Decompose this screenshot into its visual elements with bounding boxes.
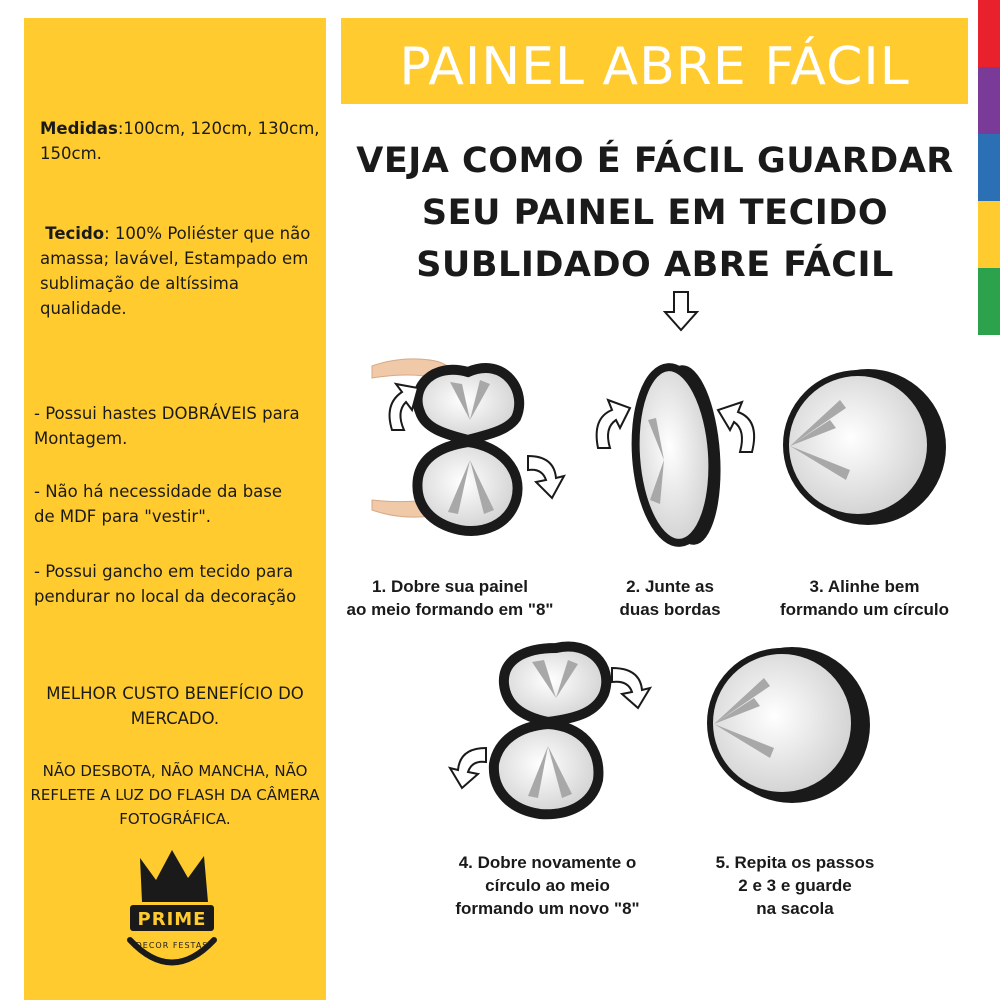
step-3-line-2: formando um círculo bbox=[779, 600, 950, 619]
tecido-value: : 100% Poliéster que não amassa; lavável, Estampado em sublimação de altíssima qualidade. bbox=[40, 224, 311, 318]
headline bbox=[330, 135, 980, 291]
banner-title: PAINEL ABRE FÁCIL bbox=[399, 37, 910, 97]
tecido-label: Tecido bbox=[45, 224, 105, 243]
curved-arrow-icon bbox=[612, 668, 650, 708]
curved-arrow-icon bbox=[718, 402, 754, 452]
step-5-label bbox=[695, 851, 895, 920]
step-4-line-3: formando um novo "8" bbox=[455, 899, 640, 918]
step-2-line-2: duas bordas bbox=[619, 600, 721, 619]
step-2-illustration bbox=[597, 363, 755, 547]
color-block-green bbox=[978, 268, 1000, 335]
headline-line-2: SEU PAINEL EM TECIDO bbox=[421, 193, 889, 233]
curved-arrow-icon bbox=[390, 384, 418, 430]
step-2-line-1: 2. Junte as bbox=[626, 577, 714, 596]
curved-arrow-icon bbox=[528, 456, 564, 498]
step-4-line-2: círculo ao meio bbox=[485, 876, 610, 895]
title-banner bbox=[341, 18, 968, 104]
color-block-red bbox=[978, 0, 1000, 67]
step-1-line-1: 1. Dobre sua painel bbox=[372, 577, 528, 596]
step-2-label bbox=[595, 575, 745, 621]
step-3-illustration bbox=[786, 369, 946, 525]
bullet-hastes: - Possui hastes DOBRÁVEIS para Montagem. bbox=[34, 404, 300, 448]
step-4-line-1: 4. Dobre novamente o bbox=[458, 853, 637, 872]
step-1-line-2: ao meio formando em "8" bbox=[346, 600, 554, 619]
color-strip bbox=[978, 0, 1000, 335]
custo-text: MELHOR CUSTO BENEFÍCIO DO MERCADO. bbox=[46, 684, 304, 728]
step-3-line-1: 3. Alinhe bem bbox=[809, 577, 920, 596]
down-arrow-icon bbox=[665, 292, 697, 330]
headline-line-1: VEJA COMO É FÁCIL GUARDAR bbox=[356, 141, 954, 181]
bullet-mdf: - Não há necessidade da base de MDF para "vestir". bbox=[34, 482, 283, 526]
color-block-yellow bbox=[978, 201, 1000, 268]
bullet-gancho: - Possui gancho em tecido para pendurar no local da decoração bbox=[34, 562, 297, 606]
curved-arrow-icon bbox=[450, 748, 486, 788]
step-5-illustration bbox=[710, 647, 870, 803]
aviso-text: NÃO DESBOTA, NÃO MANCHA, NÃO REFLETE A LUZ DO FLASH DA CÂMERA FOTOGRÁFICA. bbox=[30, 762, 320, 828]
color-block-purple bbox=[978, 67, 1000, 134]
headline-line-3: SUBLIDADO ABRE FÁCIL bbox=[416, 245, 894, 285]
step-1-label bbox=[330, 575, 570, 621]
color-block-blue bbox=[978, 134, 1000, 201]
logo-text: PRIME bbox=[137, 909, 207, 930]
medidas-value: :100cm, 120cm, 130cm, 150cm. bbox=[40, 119, 320, 163]
curved-arrow-icon bbox=[597, 400, 630, 448]
logo-subtext: DECOR FESTAS bbox=[135, 941, 209, 950]
step-5-line-3: na sacola bbox=[756, 899, 834, 918]
step-1-illustration bbox=[372, 359, 564, 531]
step-5-line-2: 2 e 3 e guarde bbox=[738, 876, 852, 895]
step-3-label bbox=[762, 575, 967, 621]
step-4-label bbox=[435, 851, 660, 920]
step-5-line-1: 5. Repita os passos bbox=[715, 853, 875, 872]
step-4-illustration bbox=[450, 647, 650, 815]
medidas-label: Medidas bbox=[40, 119, 118, 138]
